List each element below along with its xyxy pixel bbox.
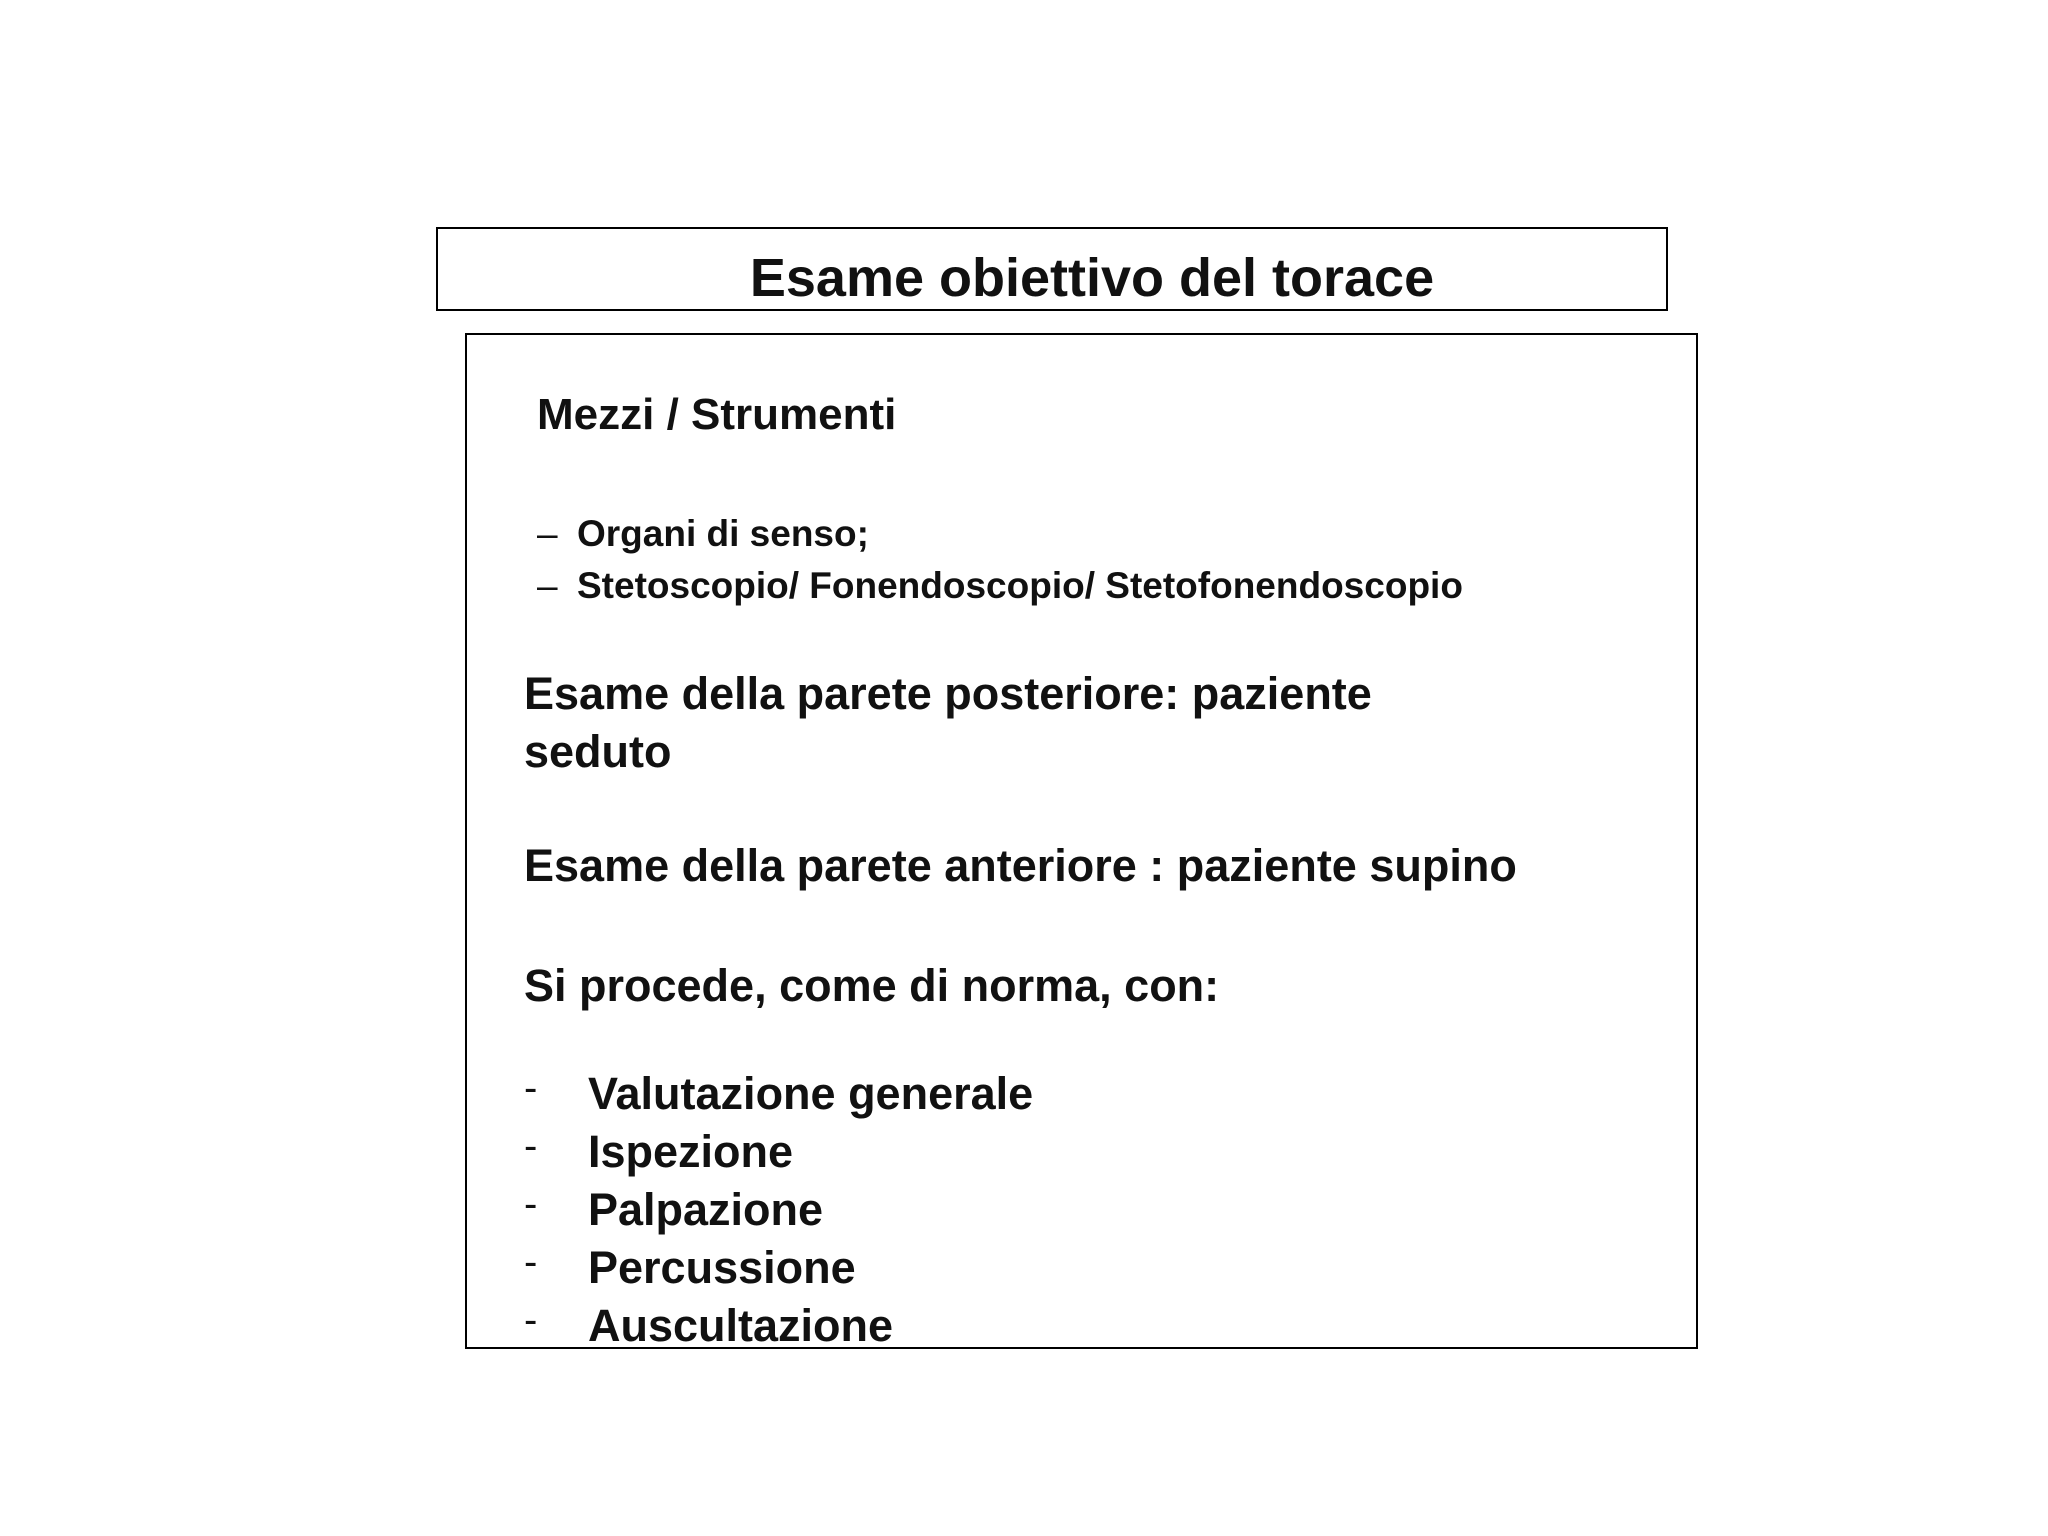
step-label: Palpazione [588, 1184, 824, 1235]
dash-marker: - [524, 1124, 538, 1168]
dash-marker: - [524, 1240, 538, 1284]
dash-marker: – [537, 565, 558, 606]
tool-item-label: Organi di senso; [577, 513, 869, 554]
dash-marker: - [524, 1298, 538, 1342]
step-label: Percussione [588, 1242, 856, 1293]
slide-title-box [436, 227, 1668, 311]
step-label: Valutazione generale [588, 1068, 1034, 1119]
tools-heading: Mezzi / Strumenti [537, 390, 897, 439]
anterior-exam-text: Esame della parete anteriore : paziente supino [524, 840, 1517, 891]
step-label: Auscultazione [588, 1300, 894, 1351]
slide-content-box [465, 333, 1698, 1349]
dash-marker: - [524, 1182, 538, 1226]
tool-item-label: Stetoscopio/ Fonendoscopio/ Stetofonendoscopio [577, 565, 1463, 606]
posterior-exam-text: Esame della parete posteriore: paziente seduto [524, 668, 1372, 777]
dash-marker: - [524, 1066, 538, 1110]
dash-marker: – [537, 513, 558, 554]
step-label: Ispezione [588, 1126, 794, 1177]
procedure-intro-text: Si procede, come di norma, con: [524, 960, 1220, 1011]
slide-title: Esame obiettivo del torace [749, 248, 1435, 308]
